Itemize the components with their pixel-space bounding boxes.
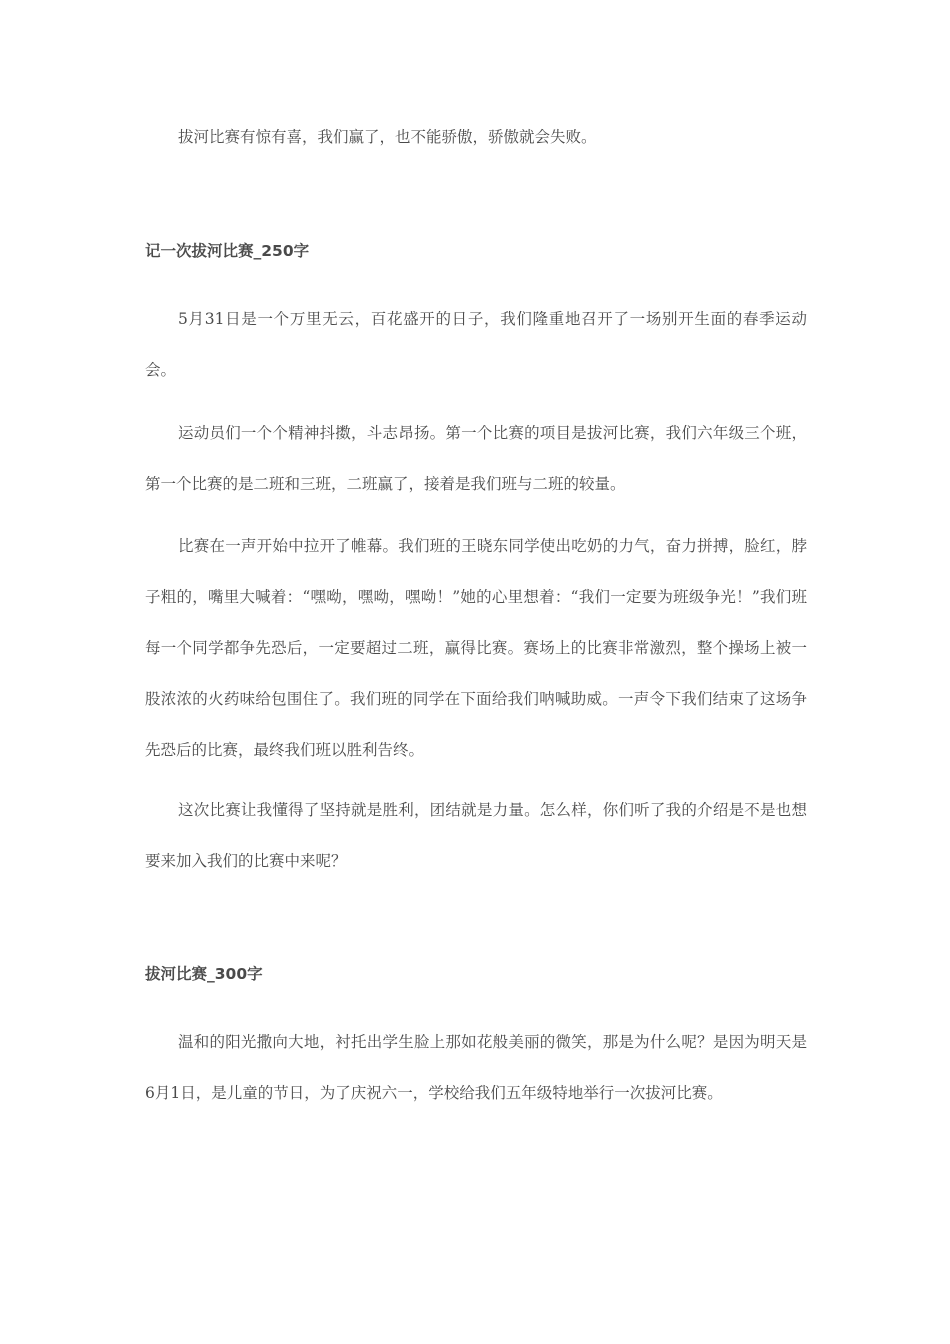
- paragraph-250-2: 运动员们一个个精神抖擞，斗志昂扬。第一个比赛的项目是拔河比赛，我们六年级三个班，第一个比赛的是二班和三班，二班赢了，接着是我们班与二班的较量。: [145, 424, 807, 493]
- paragraph-250-3: 比赛在一声开始中拉开了帷幕。我们班的王晓东同学使出吃奶的力气，奋力拼搏，脸红，脖子粗的，嘴里大喊着：“嘿呦，嘿呦，嘿呦！”她的心里想着：“我们一定要为班级争光！”我们班每一个同学都争先恐后，一定要超过二班，赢得比赛。赛场上的比赛非常激烈，整个操场上被一股浓浓的火药味给包围住了。我们班的同学在下面给我们呐喊助威。一声令下我们结束了这场争先恐后的比赛，最终我们班以胜利告终。: [145, 537, 807, 759]
- section-heading-300: 拔河比赛_300字: [145, 965, 263, 983]
- paragraph-250-1: 5月31日是一个万里无云，百花盛开的日子，我们隆重地召开了一场别开生面的春季运动会。: [145, 310, 807, 379]
- paragraph-250-4: 这次比赛让我懂得了坚持就是胜利，团结就是力量。怎么样，你们听了我的介绍是不是也想要来加入我们的比赛中来呢？: [145, 801, 807, 870]
- intro-paragraph: 拔河比赛有惊有喜，我们赢了，也不能骄傲，骄傲就会失败。: [178, 128, 597, 146]
- paragraph-300-1: 温和的阳光撒向大地，衬托出学生脸上那如花般美丽的微笑，那是为什么呢？是因为明天是6月1日，是儿童的节日，为了庆祝六一，学校给我们五年级特地举行一次拔河比赛。: [145, 1033, 807, 1102]
- section-heading-250: 记一次拔河比赛_250字: [145, 242, 310, 260]
